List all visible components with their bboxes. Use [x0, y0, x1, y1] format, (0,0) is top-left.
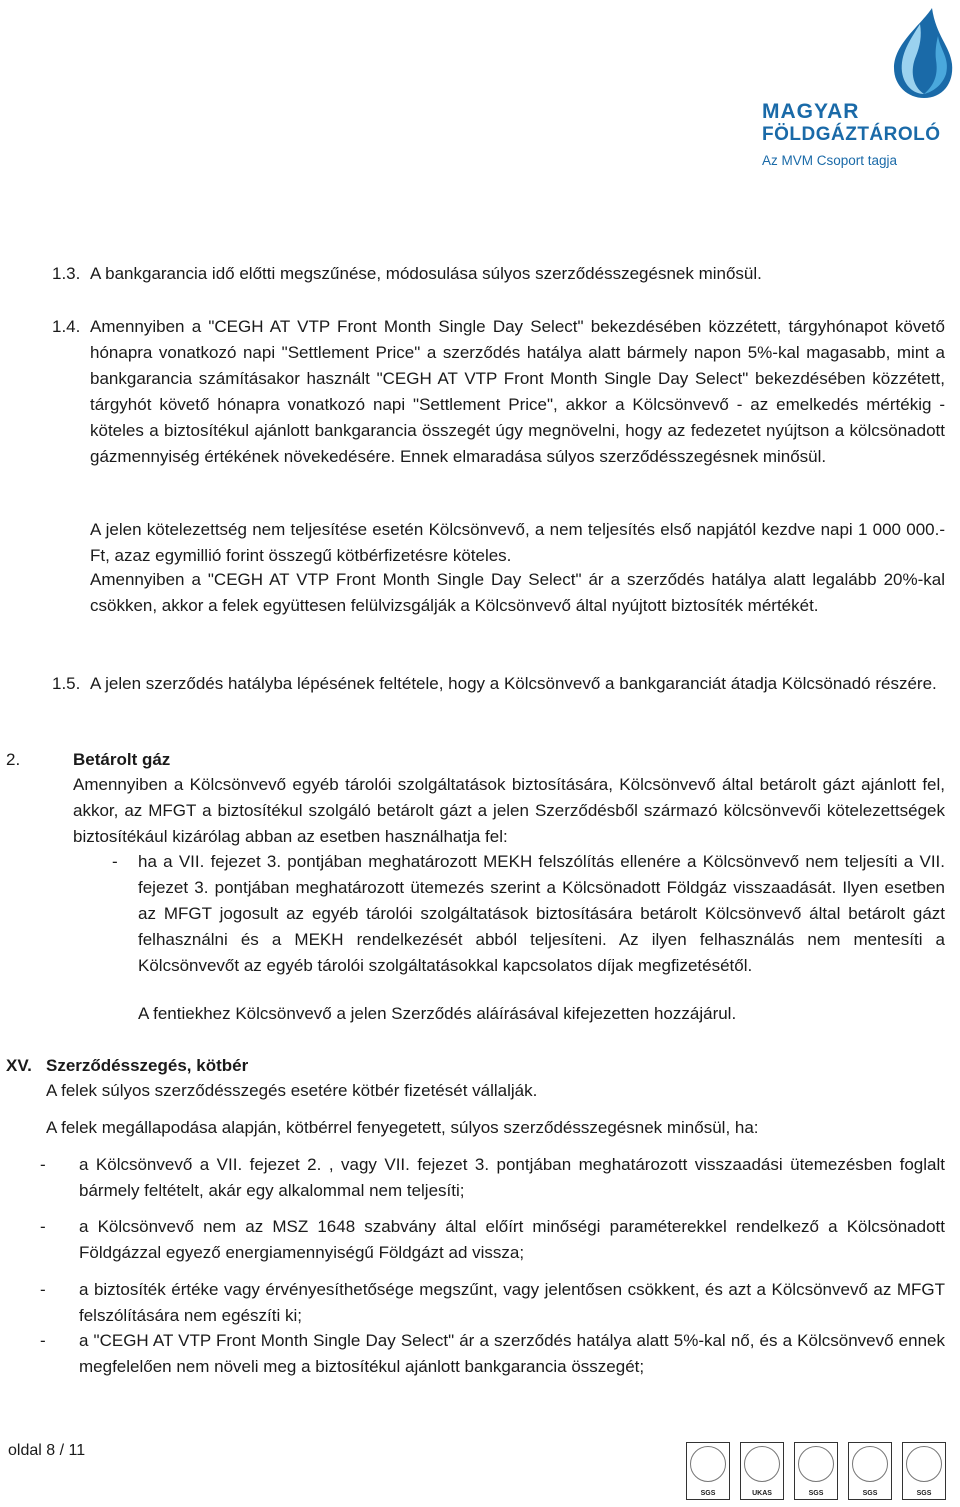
logo-text-magyar: MAGYAR	[762, 100, 860, 123]
section-xv-title: Szerződésszegés, kötbér	[46, 1056, 249, 1075]
list-dash: -	[40, 1217, 46, 1236]
list-item: a "CEGH AT VTP Front Month Single Day Select" ár a szerződés hatálya alatt 5%-kal nő, és a Kölcsönvevő ennek megfelelően nem növeli meg a biztosítékul ajánlott bankgarancia összegét;	[79, 1331, 945, 1376]
certification-badge: SGS	[848, 1442, 892, 1500]
section-number-1-5: 1.5.	[52, 674, 81, 693]
list-dash: -	[40, 1331, 46, 1350]
section-2-title: Betárolt gáz	[73, 750, 171, 769]
section-2-bullet-dash: -	[112, 852, 118, 871]
section-1-4-text: Amennyiben a "CEGH AT VTP Front Month Single Day Select" bekezdésében közzétett, tárgyhónapot követő hónapra vonatkozó napi "Settlement Price" a szerződés hatálya alatt bármely napon 5%-kal magasabb, mint a bankgarancia számításakor használt "CEGH AT VTP Front Month Single Day Select" bekezdésében közzétett, tárgyhót követő hónapra vonatkozó napi "Settlement Price", akkor a Kölcsönvevő - az emelkedés mértékig - köteles a biztosítékul ajánlott bankgarancia összegét úgy megnövelni, hogy az fedezetet nyújtson a kölcsönadott gázmennyiség értékének növekedésére. Ennek elmaradása súlyos szerződésszegésnek minősül.	[90, 317, 945, 466]
list-item: a Kölcsönvevő nem az MSZ 1648 szabvány által előírt minőségi paraméterekkel rendelkező a Kölcsönadott Földgázzal egyező energiamennyiségű Földgázt ad vissza;	[79, 1217, 945, 1262]
company-logo	[762, 6, 958, 174]
logo-tagline: Az MVM Csoport tagja	[762, 153, 898, 168]
list-dash: -	[40, 1280, 46, 1299]
section-number-1-4: 1.4.	[52, 317, 81, 336]
section-xv-text2: A felek megállapodása alapján, kötbérrel fenyegetett, súlyos szerződésszegésnek minősül, ha:	[46, 1118, 759, 1137]
section-number-2: 2.	[6, 750, 21, 769]
list-item: a Kölcsönvevő a VII. fejezet 2. , vagy VII. fejezet 3. pontjában meghatározott visszaadási ütemezésben foglalt bármely feltételt, akár egy alkalommal nem teljesíti;	[79, 1155, 945, 1200]
section-1-3-text: A bankgarancia idő előtti megszűnése, módosulása súlyos szerződésszegésnek minősül.	[90, 264, 762, 283]
section-2-consent: A fentiekhez Kölcsönvevő a jelen Szerződés aláírásával kifejezetten hozzájárul.	[138, 1004, 737, 1023]
section-2-text: Amennyiben a Kölcsönvevő egyéb tárolói szolgáltatások biztosítására, Kölcsönvevő által betárolt gázt ajánlott fel, akkor, az MFGT a biztosítékul szolgáló betárolt gázt a jelen Szerződésből származó kölcsönvevői kötelezettségek biztosítékául kizárólag abban az esetben használhatja fel:	[73, 775, 945, 846]
section-xv-text1: A felek súlyos szerződésszegés esetére kötbér fizetését vállalják.	[46, 1081, 538, 1100]
section-number-1-3: 1.3.	[52, 264, 81, 283]
certification-badge: SGS	[686, 1442, 730, 1500]
certification-badge: SGS	[902, 1442, 946, 1500]
section-1-4-review: Amennyiben a "CEGH AT VTP Front Month Single Day Select" ár a szerződés hatálya alatt legalább 20%-kal csökken, akkor a felek együttesen felülvizsgálják a Kölcsönvevő által nyújtott biztosíték mértékét.	[90, 570, 945, 615]
list-item: a biztosíték értéke vagy érvényesíthetősége megszűnt, vagy jelentősen csökkent, és azt a Kölcsönvevő az MFGT felszólítására nem egészíti ki;	[79, 1280, 945, 1325]
section-1-5-text: A jelen szerződés hatályba lépésének feltétele, hogy a Kölcsönvevő a bankgaranciát átadja Kölcsönadó részére.	[90, 674, 937, 693]
page-number: oldal 8 / 11	[8, 1442, 86, 1459]
logo-text-foldgaztarolo: FÖLDGÁZTÁROLÓ	[762, 124, 941, 145]
section-number-xv: XV.	[6, 1056, 32, 1075]
section-2-bullet: ha a VII. fejezet 3. pontjában meghatározott MEKH felszólítás ellenére a Kölcsönvevő nem teljesíti a VII. fejezet 3. pontjában meghatározott ütemezés szerint a Kölcsönadott Földgáz visszaadását. Ilyen esetben az MFGT jogosult az egyéb tárolói szolgáltatások biztosítására betárolt Kölcsönvevő által betárolt gázt felhasználni és a MEKH rendelkezését abból teljesíteni. Az ilyen felhasználás nem mentesíti a Kölcsönvevőt az egyéb tárolói szolgáltatásokkal kapcsolatos díjak megfizetésétől.	[138, 852, 945, 975]
list-dash: -	[40, 1155, 46, 1174]
flame-drop-icon	[880, 6, 956, 100]
certification-badge: SGS	[794, 1442, 838, 1500]
certification-badge: UKAS	[740, 1442, 784, 1500]
section-1-4-penalty: A jelen kötelezettség nem teljesítése esetén Kölcsönvevő, a nem teljesítés első napjától kezdve napi 1 000 000.-Ft, azaz egymillió forint összegű kötbérfizetésre köteles.	[90, 520, 945, 565]
